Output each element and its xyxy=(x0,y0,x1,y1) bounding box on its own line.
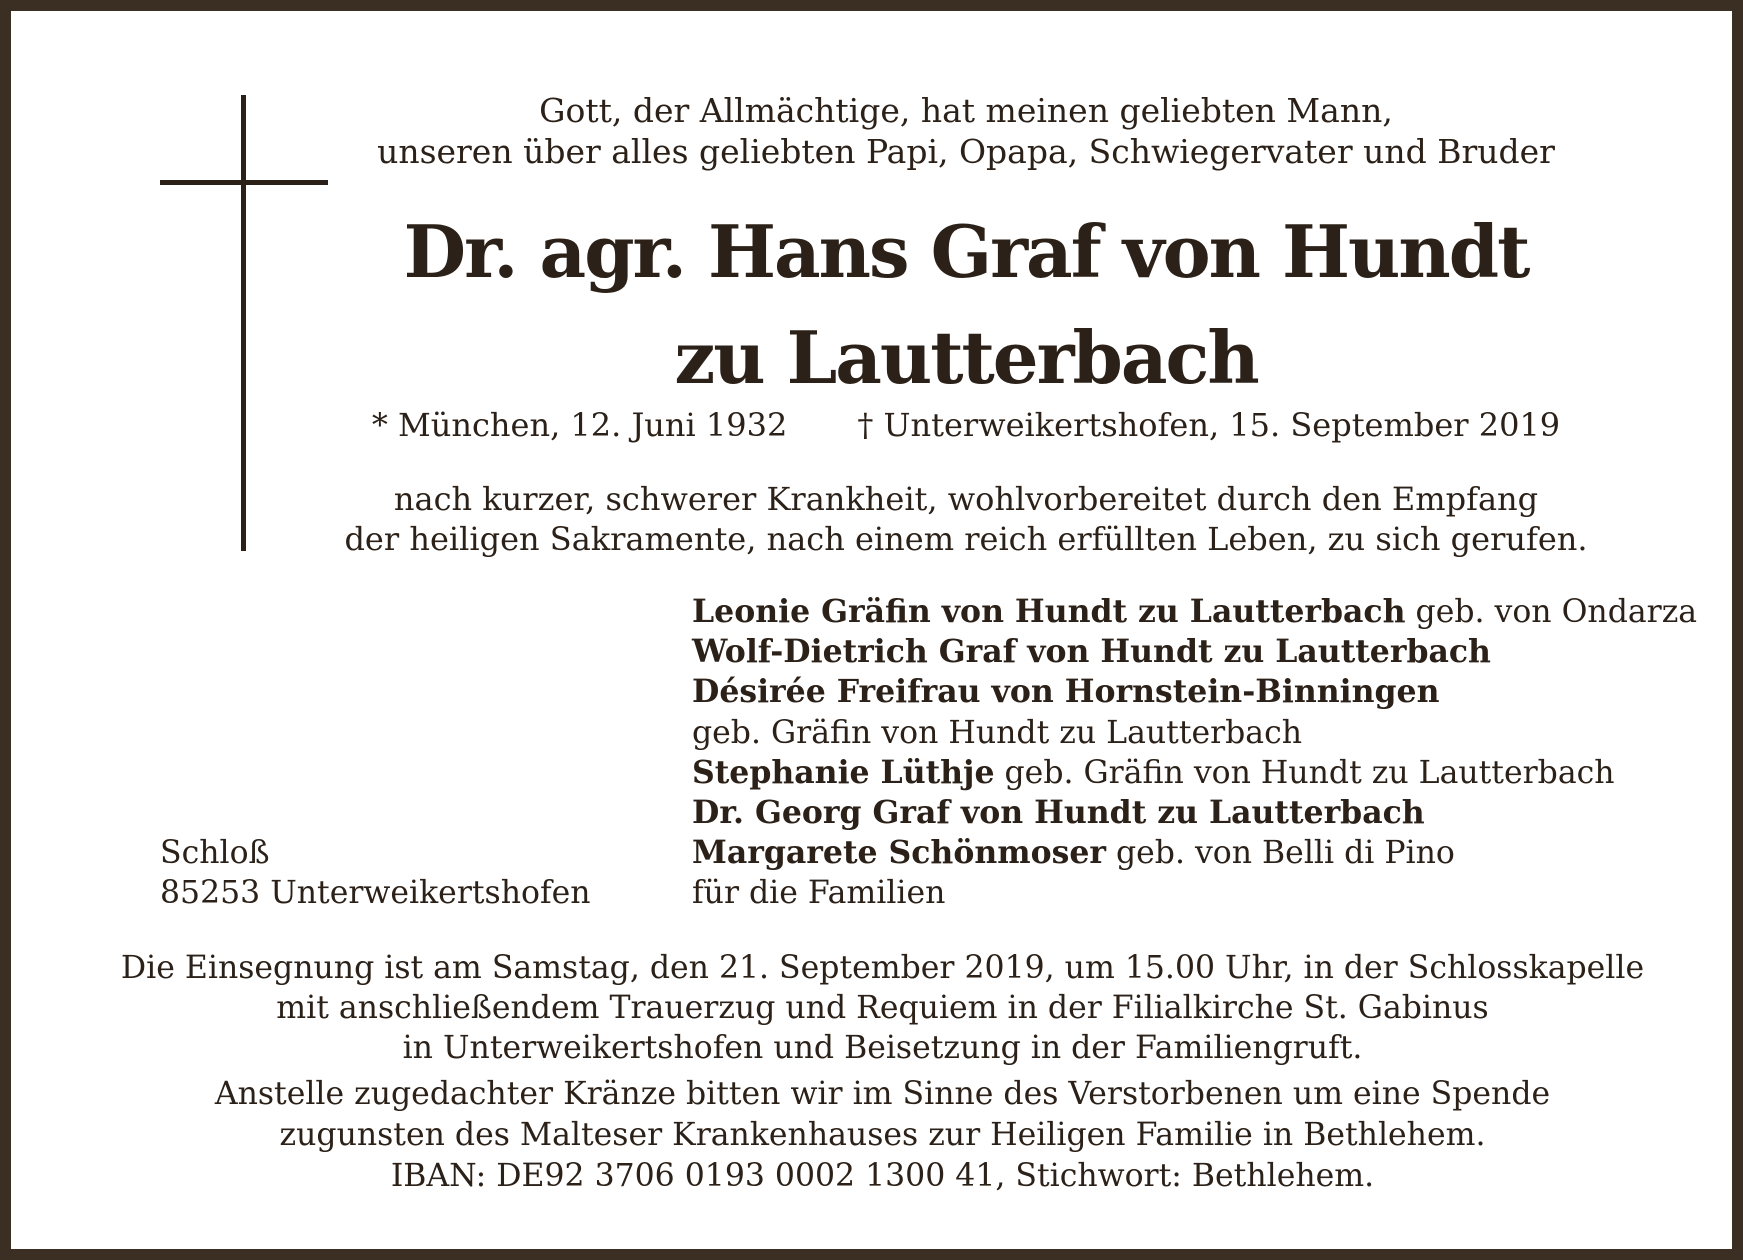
donation-line: zugunsten des Malteser Krankenhauses zur Heiligen Familie in Bethlehem. xyxy=(279,1117,1486,1153)
intro-line: Gott, der Allmächtige, hat meinen geliebten Mann, xyxy=(539,91,1393,130)
life-dates xyxy=(341,403,1591,447)
cross-icon-horizontal xyxy=(160,180,328,185)
deceased-name-line: Dr. agr. Hans Graf von Hundt xyxy=(403,209,1529,294)
mourner-name: Wolf-Dietrich Graf von Hundt zu Lautterbach xyxy=(692,633,1491,671)
cross-icon-vertical xyxy=(241,95,246,551)
death-date: † Unterweikertshofen, 15. September 2019 xyxy=(857,406,1561,444)
address-block xyxy=(160,833,591,913)
ceremony-line: Die Einsegnung ist am Samstag, den 21. September 2019, um 15.00 Uhr, in der Schlosskapelle xyxy=(120,950,1645,986)
deceased-name-line: zu Lautterbach xyxy=(674,315,1258,400)
mourner-suffix: geb. von Ondarza xyxy=(1405,594,1698,630)
mourner-name: Dr. Georg Graf von Hundt zu Lautterbach xyxy=(692,794,1425,832)
mourner-line xyxy=(692,672,1697,712)
mourner-name: Stephanie Lüthje xyxy=(692,753,995,791)
mourner-line xyxy=(692,632,1697,672)
donation-line: Anstelle zugedachter Kränze bitten wir im Sinne des Verstorbenen um eine Spende xyxy=(214,1076,1551,1112)
donation-line: IBAN: DE92 3706 0193 0002 1300 41, Stichwort: Bethlehem. xyxy=(390,1158,1375,1194)
mourner-name: Leonie Gräfin von Hundt zu Lautterbach xyxy=(692,593,1406,630)
donation-info xyxy=(71,1074,1694,1197)
deceased-name xyxy=(341,199,1591,411)
ceremony-line: in Unterweikertshofen und Beisetzung in der Familiengruft. xyxy=(402,1030,1363,1066)
address-line: 85253 Unterweikertshofen xyxy=(160,875,591,912)
intro-text xyxy=(341,90,1591,172)
mourner-line xyxy=(692,753,1697,793)
intro-line: unseren über alles geliebten Papi, Opapa, Schwiegervater und Bruder xyxy=(377,132,1555,171)
mourner-name: Margarete Schönmoser xyxy=(692,834,1106,872)
mourner-line xyxy=(692,873,1697,913)
called-line: der heiligen Sakramente, nach einem reich erfüllten Leben, zu sich gerufen. xyxy=(344,520,1588,558)
ceremony-info xyxy=(71,948,1694,1068)
ceremony-line: mit anschließendem Trauerzug und Requiem in der Filialkirche St. Gabinus xyxy=(276,990,1489,1026)
mourner-line xyxy=(692,592,1697,632)
called-text xyxy=(341,479,1591,559)
mourner-suffix: geb. Gräfin von Hundt zu Lautterbach xyxy=(994,754,1615,791)
mourner-suffix: geb. Gräfin von Hundt zu Lautterbach xyxy=(692,714,1303,751)
called-line: nach kurzer, schwerer Krankheit, wohlvorbereitet durch den Empfang xyxy=(393,480,1539,518)
address-line: Schloß xyxy=(160,835,270,871)
mourner-suffix: für die Familien xyxy=(692,875,946,912)
birth-date: * München, 12. Juni 1932 xyxy=(371,406,788,444)
mourner-line xyxy=(692,833,1697,873)
mourners-list xyxy=(692,592,1697,914)
mourner-line xyxy=(692,713,1697,753)
mourner-suffix: geb. von Belli di Pino xyxy=(1105,835,1455,872)
mourner-line xyxy=(692,793,1697,833)
mourner-name: Désirée Freifrau von Hornstein-Binningen xyxy=(692,673,1440,711)
